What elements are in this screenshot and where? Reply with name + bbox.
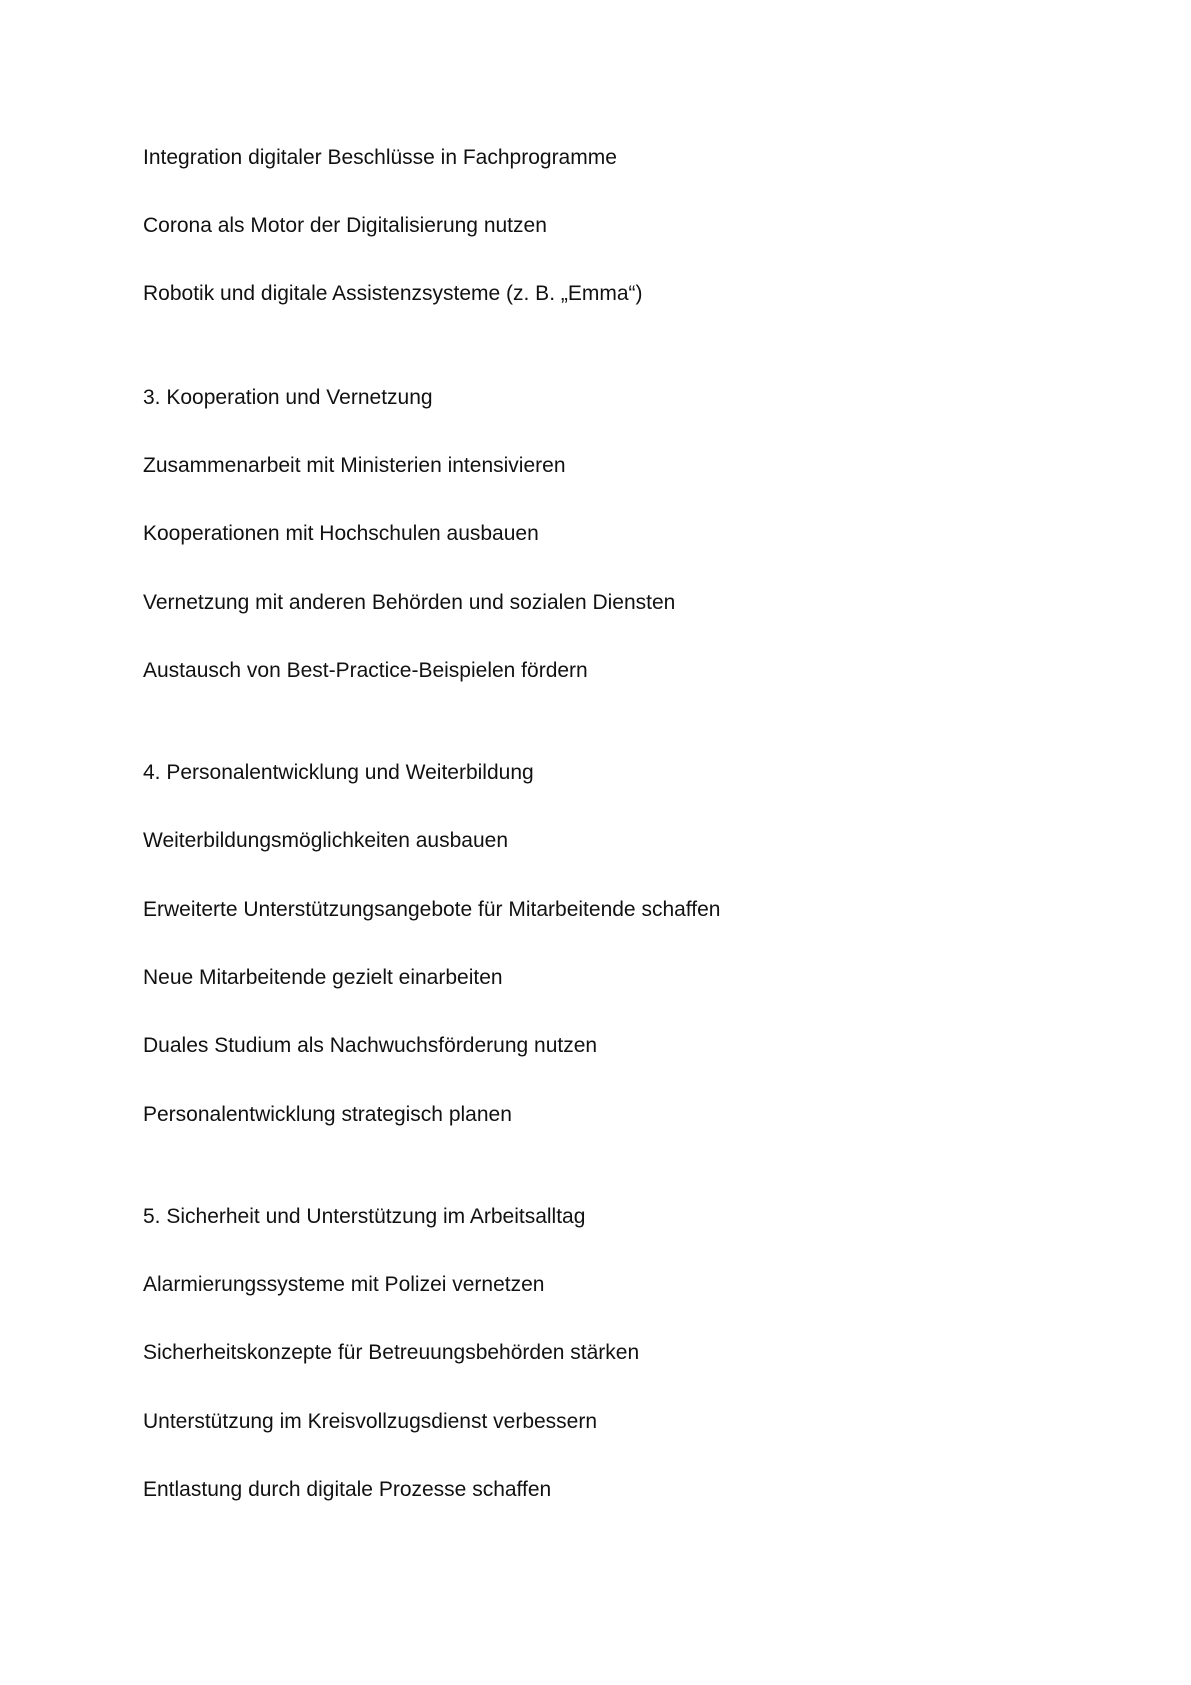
list-item: Entlastung durch digitale Prozesse schaffen [143, 1478, 552, 1501]
list-item: Austausch von Best-Practice-Beispielen fördern [143, 659, 588, 682]
list-item: Weiterbildungsmöglichkeiten ausbauen [143, 829, 509, 852]
section-heading: 5. Sicherheit und Unterstützung im Arbeitsalltag [143, 1205, 586, 1228]
list-item: Robotik und digitale Assistenzsysteme (z. B. „Emma“) [143, 282, 643, 305]
section-heading: 3. Kooperation und Vernetzung [143, 386, 433, 409]
list-item: Zusammenarbeit mit Ministerien intensivieren [143, 454, 566, 477]
section-heading: 4. Personalentwicklung und Weiterbildung [143, 761, 534, 784]
list-item: Alarmierungssysteme mit Polizei vernetzen [143, 1273, 545, 1296]
list-item: Personalentwicklung strategisch planen [143, 1103, 512, 1126]
list-item: Vernetzung mit anderen Behörden und sozialen Diensten [143, 591, 676, 614]
list-item: Corona als Motor der Digitalisierung nutzen [143, 214, 547, 237]
list-item: Sicherheitskonzepte für Betreuungsbehörden stärken [143, 1341, 640, 1364]
list-item: Duales Studium als Nachwuchsförderung nutzen [143, 1034, 598, 1057]
list-item: Erweiterte Unterstützungsangebote für Mitarbeitende schaffen [143, 898, 721, 921]
list-item: Unterstützung im Kreisvollzugsdienst verbessern [143, 1410, 598, 1433]
list-item: Kooperationen mit Hochschulen ausbauen [143, 522, 539, 545]
list-item: Neue Mitarbeitende gezielt einarbeiten [143, 966, 503, 989]
list-item: Integration digitaler Beschlüsse in Fachprogramme [143, 146, 617, 169]
